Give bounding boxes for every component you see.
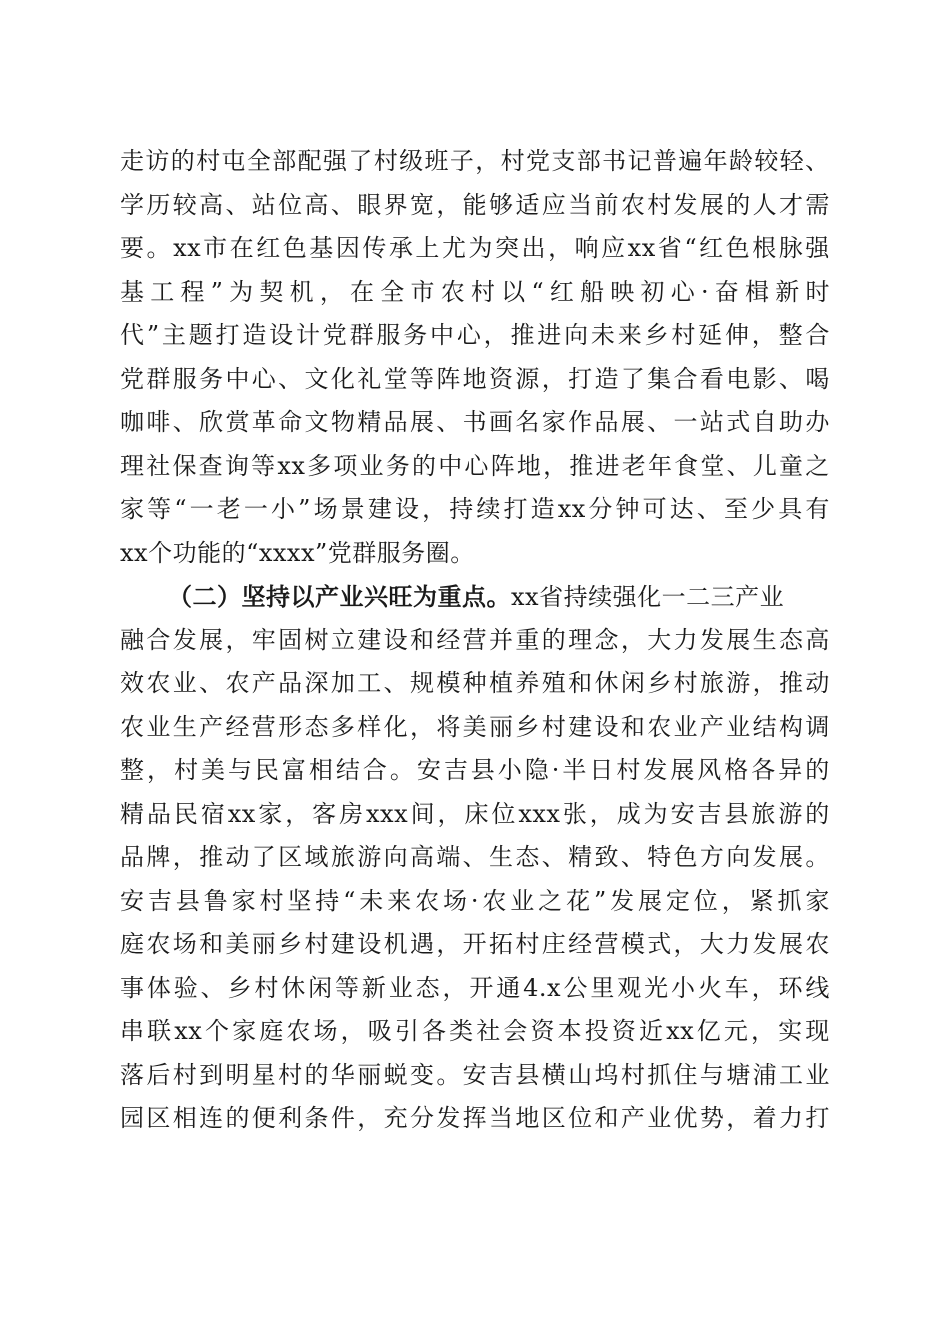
paragraph-line: 庭 农 场 和 美 丽 乡 村 建 设 机 遇 ， 开 拓 村 庄 经 营 模 式 ， 大 力 发 展 农	[120, 930, 830, 958]
section-heading: （二）坚持以产业兴旺为重点。	[168, 582, 511, 611]
paragraph-line: 精 品 民 宿 xx 家 ， 客 房 xxx 间 ， 床 位 xxx 张 ， 成 为 安 吉 县 旅 游 的	[120, 799, 830, 828]
paragraph-line: 落 后 村 到 明 星 村 的 华 丽 蜕 变 。 安 吉 县 横 山 坞 村 抓 住 与 塘 浦 工 业	[120, 1060, 830, 1089]
paragraph-line: 串 联 xx 个 家 庭 农 场 ， 吸 引 各 类 社 会 资 本 投 资 近 xx 亿 元 ， 实 现	[120, 1017, 830, 1045]
paragraph-1	[120, 140, 830, 575]
paragraph-line: 安 吉 县 鲁 家 村 坚 持 “ 未 来 农 场 · 农 业 之 花 ” 发 展 定 位 ， 紧 抓 家	[120, 886, 830, 915]
document-body	[120, 140, 830, 1141]
paragraph-first-line	[120, 575, 830, 619]
paragraph-2	[120, 575, 830, 1141]
paragraph-line: 农 业 生 产 经 营 形 态 多 样 化 ， 将 美 丽 乡 村 建 设 和 农 业 产 业 结 构 调	[120, 712, 830, 741]
heading-line-rest: xx省持续强化一二三产业	[511, 583, 785, 611]
paragraph-line: 咖 啡 、 欣 赏 革 命 文 物 精 品 展 、 书 画 名 家 作 品 展 、 一 站 式 自 助 办	[120, 408, 830, 436]
paragraph-line: 融 合 发 展 ， 牢 固 树 立 建 设 和 经 营 并 重 的 理 念 ， 大 力 发 展 生 态 高	[120, 625, 830, 654]
paragraph-line: 走 访 的 村 屯 全 部 配 强 了 村 级 班 子 ， 村 党 支 部 书 记 普 遍 年 龄 较 轻 、	[120, 147, 830, 175]
paragraph-line: 品 牌 ， 推 动 了 区 域 旅 游 向 高 端 、 生 态 、 精 致 、 特 色 方 向 发 展 。	[120, 843, 830, 871]
paragraph-line: 效 农 业 、 农 产 品 深 加 工 、 规 模 种 植 养 殖 和 休 闲 乡 村 旅 游 ， 推 动	[120, 669, 830, 697]
paragraph-last-line: xx个功能的“xxxx”党群服务圈。	[120, 538, 475, 567]
paragraph-line: 园 区 相 连 的 便 利 条 件 ， 充 分 发 挥 当 地 区 位 和 产 业 优 势 ， 着 力 打	[120, 1104, 830, 1132]
paragraph-line: 要 。 xx 市 在 红 色 基 因 传 承 上 尤 为 突 出 ， 响 应 xx 省 “ 红 色 根 脉 强	[120, 234, 830, 262]
paragraph-line: 整 ， 村 美 与 民 富 相 结 合 。 安 吉 县 小 隐 · 半 日 村 发 展 风 格 各 异 的	[120, 756, 830, 784]
paragraph-line: 学 历 较 高 、 站 位 高 、 眼 界 宽 ， 能 够 适 应 当 前 农 村 发 展 的 人 才 需	[120, 190, 830, 219]
paragraph-line: 党 群 服 务 中 心 、 文 化 礼 堂 等 阵 地 资 源 ， 打 造 了 集 合 看 电 影 、 喝	[120, 364, 830, 393]
paragraph-line: 基 工 程 ” 为 契 机 ， 在 全 市 农 村 以 “ 红 船 映 初 心 · 奋 楫 新 时	[120, 277, 830, 306]
paragraph-line: 代 ” 主 题 打 造 设 计 党 群 服 务 中 心 ， 推 进 向 未 来 乡 村 延 伸 ， 整 合	[120, 321, 830, 349]
paragraph-line: 理 社 保 查 询 等 xx 多 项 业 务 的 中 心 阵 地 ， 推 进 老 年 食 堂 、 儿 童 之	[120, 451, 830, 480]
paragraph-line: 事 体 验 、 乡 村 休 闲 等 新 业 态 ， 开 通 4.x 公 里 观 光 小 火 车 ， 环 线	[120, 973, 830, 1002]
paragraph-line: 家 等 “ 一 老 一 小 ” 场 景 建 设 ， 持 续 打 造 xx 分 钟 可 达 、 至 少 具 有	[120, 495, 830, 523]
